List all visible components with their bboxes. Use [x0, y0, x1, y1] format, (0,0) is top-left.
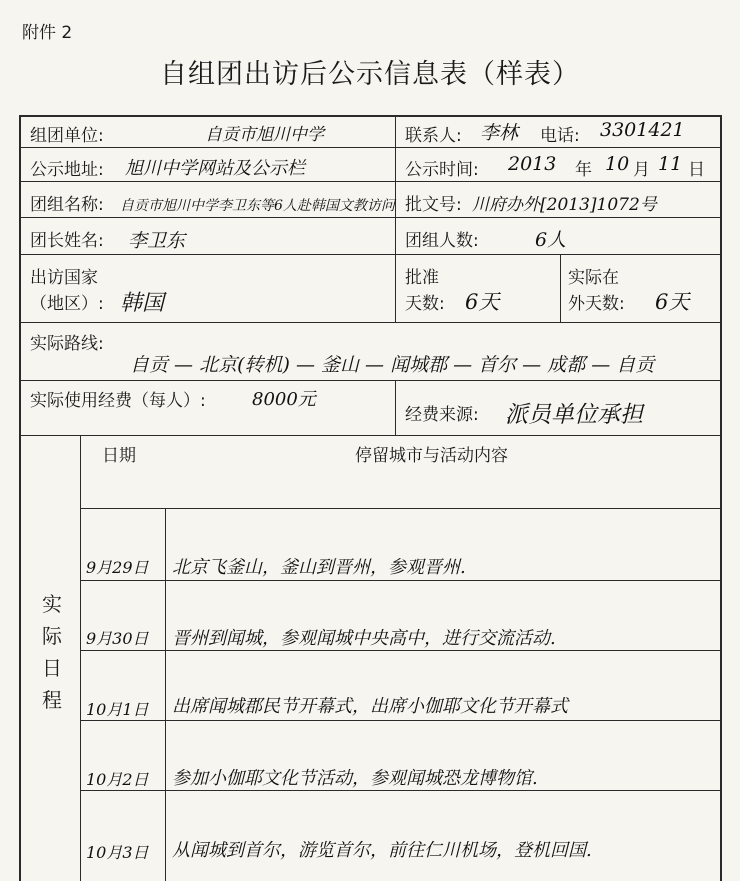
page-title: 自组团出访后公示信息表（样表） [160, 59, 580, 90]
members-label: 团组人数: [405, 231, 479, 251]
column-divider [395, 380, 396, 435]
column-divider [80, 435, 81, 881]
approved-days-label: 批准 [405, 268, 439, 288]
row-divider [19, 380, 722, 381]
actual-days-label-sub: 外天数: [568, 294, 625, 314]
time-day: 11 [658, 153, 683, 175]
phone-value: 3301421 [600, 119, 685, 141]
group-unit-value: 自贡市旭川中学 [205, 125, 324, 145]
schedule-date: 10月3日 [86, 843, 149, 862]
row-divider [80, 580, 722, 581]
column-divider [395, 115, 396, 322]
row-divider [19, 147, 722, 148]
row-divider [80, 720, 722, 721]
actual-days-label: 实际在 [568, 268, 619, 288]
side-char: 实 [42, 592, 62, 616]
schedule-activity: 晋州到闻城，参观闻城中央高中，进行交流活动. [172, 628, 556, 649]
side-char: 际 [42, 624, 62, 648]
country-label-sub: （地区）: [30, 294, 104, 314]
date-header: 日期 [102, 446, 136, 466]
address-value: 旭川中学网站及公示栏 [125, 158, 305, 179]
row-divider [80, 508, 722, 509]
schedule-date: 9月29日 [86, 558, 149, 577]
cost-value: 8000元 [252, 389, 316, 410]
members-value: 6人 [535, 229, 567, 251]
time-label: 公示时间: [405, 160, 479, 180]
country-value: 韩国 [120, 291, 165, 316]
schedule-date: 9月30日 [86, 629, 149, 648]
cost-label: 实际使用经费（每人）: [30, 391, 206, 411]
schedule-date: 10月1日 [86, 700, 149, 719]
content-header: 停留城市与活动内容 [355, 446, 508, 466]
contact-value: 李林 [480, 122, 519, 144]
row-divider [80, 790, 722, 791]
schedule-activity: 出席闻城郡民节开幕式，出席小伽耶文化节开幕式 [172, 696, 568, 717]
schedule-activity: 北京飞釜山，釜山到晋州，参观晋州. [172, 557, 466, 578]
time-year: 2013 [508, 153, 557, 175]
actual-days-value: 6天 [655, 290, 690, 314]
contact-label: 联系人: [405, 126, 462, 146]
schedule-date: 10月2日 [86, 770, 149, 789]
route-value: 自贡 — 北京(转机) — 釜山 — 闻城郡 — 首尔 — 成都 — 自贡 [130, 354, 655, 376]
phone-label: 电话: [540, 126, 580, 146]
route-label: 实际路线: [30, 334, 104, 354]
row-divider [80, 650, 722, 651]
time-month-unit: 月 [633, 160, 650, 180]
side-char: 日 [42, 656, 62, 680]
country-label: 出访国家 [30, 268, 98, 288]
leader-label: 团长姓名: [30, 231, 104, 251]
attachment-label: 附件 2 [22, 23, 73, 43]
leader-value: 李卫东 [128, 230, 186, 252]
approval-value: 川府办外[2013]1072号 [472, 195, 657, 215]
group-unit-label: 组团单位: [30, 126, 104, 146]
schedule-activity: 参加小伽耶文化节活动，参观闻城恐龙博物馆. [172, 768, 538, 789]
row-divider [19, 435, 722, 436]
group-name-value: 自贡市旭川中学李卫东等6人赴韩国文教访问 [120, 198, 395, 214]
approved-days-value: 6天 [465, 290, 500, 314]
row-divider [19, 181, 722, 182]
row-divider [19, 254, 722, 255]
time-year-unit: 年 [575, 160, 592, 180]
group-name-label: 团组名称: [30, 195, 104, 215]
address-label: 公示地址: [30, 160, 104, 180]
schedule-activity: 从闻城到首尔，游览首尔，前往仁川机场，登机回国. [172, 840, 592, 861]
time-month: 10 [605, 153, 630, 175]
time-day-unit: 日 [688, 160, 705, 180]
approved-days-label-sub: 天数: [405, 294, 445, 314]
source-label: 经费来源: [405, 405, 479, 425]
column-divider [165, 508, 166, 881]
side-char: 程 [42, 688, 62, 712]
column-divider [560, 254, 561, 322]
approval-label: 批文号: [405, 195, 462, 215]
row-divider [19, 322, 722, 323]
row-divider [19, 217, 722, 218]
source-value: 派员单位承担 [505, 402, 643, 428]
schedule-side-label [40, 588, 64, 716]
